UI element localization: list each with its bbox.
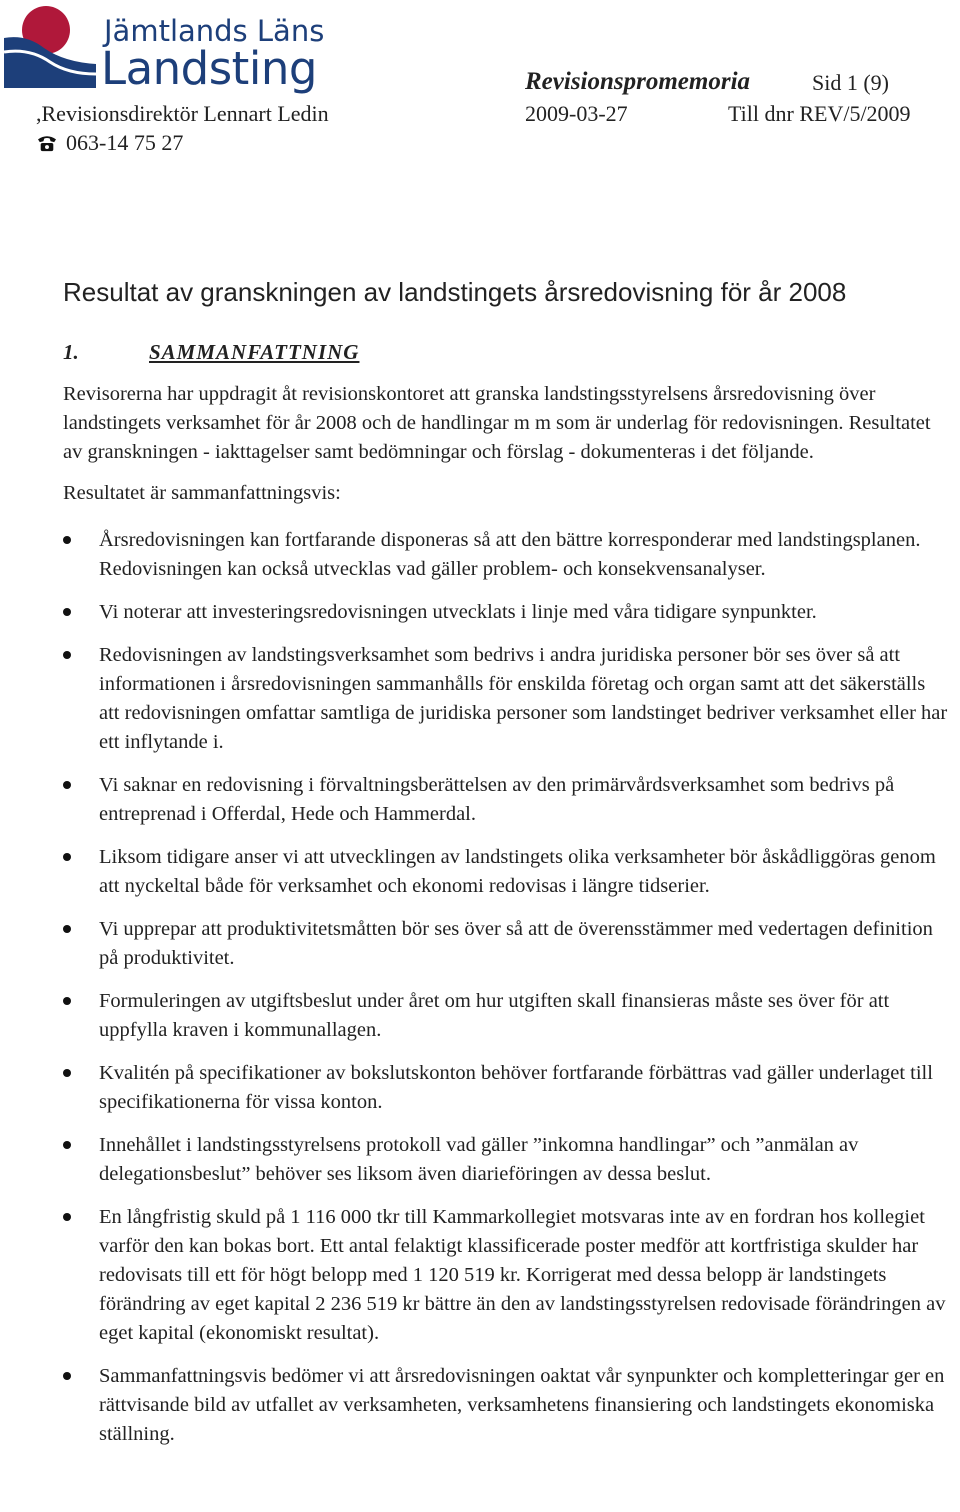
bullet-icon (63, 853, 71, 861)
document-title: Resultat av granskningen av landstingets årsredovisning för år 2008 (63, 277, 847, 307)
logo-text-line1: Jämtlands Läns (104, 14, 325, 48)
intro-paragraph: Revisorerna har uppdragit åt revisionskontoret att granska landstingsstyrelsens årsredovisning över landstingets verksamhet för år 2008 och de handlingar m m som är underlag för redovisningen. Resultatet av granskningen - iakttagelser samt bedömningar och förslag - dokumenteras i det följande. (63, 383, 931, 463)
list-item: Liksom tidigare anser vi att utvecklingen av landstingets olika verksamheter bör åskådliggöras genom att nyckeltal både för verksamhet och ekonomi redovisas i längre tidserier. (63, 843, 948, 901)
bullet-icon (63, 1372, 71, 1380)
section-label: SAMMANFATTNING (149, 340, 360, 364)
list-item: Kvalitén på specifikationer av bokslutskonton behöver fortfarande förbättras vad gäller underlaget till specifikationerna för vissa konton. (63, 1059, 948, 1117)
bullet-icon (63, 925, 71, 933)
section-heading (63, 340, 359, 365)
author-line: ,Revisionsdirektör Lennart Ledin (36, 101, 329, 126)
bullet-icon (63, 781, 71, 789)
document-type: Revisionspromemoria (525, 68, 751, 95)
logo-text-line2: Landsting (101, 42, 317, 95)
bullet-icon (63, 1069, 71, 1077)
list-item: Vi saknar en redovisning i förvaltningsberättelsen av den primärvårdsverksamhet som bedrivs på entreprenad i Offerdal, Hede och Hammerdal. (63, 771, 948, 829)
phone-number: 063-14 75 27 (66, 130, 184, 155)
summary-list (63, 526, 948, 1449)
document-date: 2009-03-27 (525, 101, 628, 126)
logo-emblem-icon (4, 4, 104, 90)
list-item: Redovisningen av landstingsverksamhet som bedrivs i andra juridiska personer bör ses över så att informationen i årsredovisningen sammanhålls för enskilda företag och organ samt att det säkerställs att redovisningen omfattar samtliga de juridiska personer som landstinget bedriver verksamhet eller har ett inflytande i. (63, 641, 948, 757)
bullet-icon (63, 997, 71, 1005)
list-item: Formuleringen av utgiftsbeslut under året om hur utgiften skall finansieras måste ses över för att uppfylla kraven i kommunallagen. (63, 987, 948, 1045)
phone-icon (36, 134, 58, 152)
organization-logo (4, 4, 325, 95)
page-number: Sid 1 (9) (812, 70, 889, 95)
section-number: 1. (63, 340, 79, 364)
bullet-icon (63, 1141, 71, 1149)
bullet-icon (63, 1213, 71, 1221)
phone-line (36, 130, 183, 156)
list-item: Årsredovisningen kan fortfarande disponeras så att den bättre korresponderar med landstingsplanen. Redovisningen kan också utvecklas vad gäller problem- och konsekvensanalyser. (63, 526, 948, 584)
summary-lead: Resultatet är sammanfattningsvis: (63, 482, 341, 504)
document-body (63, 380, 948, 1463)
bullet-icon (63, 608, 71, 616)
list-item: En långfristig skuld på 1 116 000 tkr till Kammarkollegiet motsvaras inte av en fordran hos kollegiet varför den kan bokas bort. Ett antal felaktigt klassificerade poster medför att kortfristiga skulder har redovisats till ett för högt belopp med 1 120 519 kr. Korrigerat med dessa belopp är landstingets förändring av eget kapital 2 236 519 kr bättre än den av landstingsstyrelsen redovisade förändringen av eget kapital (ekonomiskt resultat). (63, 1203, 948, 1348)
list-item: Innehållet i landstingsstyrelsens protokoll vad gäller ”inkomna handlingar” och ”anmälan av delegationsbeslut” behöver ses liksom även diarieföringen av dessa beslut. (63, 1131, 948, 1189)
list-item: Vi upprepar att produktivitetsmåtten bör ses över så att de överensstämmer med vedertagen definition på produktivitet. (63, 915, 948, 973)
bullet-icon (63, 651, 71, 659)
bullet-icon (63, 536, 71, 544)
list-item: Sammanfattningsvis bedömer vi att årsredovisningen oaktat vår synpunkter och kompletteringar ger en rättvisande bild av utfallet av verksamheten, verksamhetens finansiering och landstingets ekonomiska ställning. (63, 1362, 948, 1449)
reference-number: Till dnr REV/5/2009 (728, 101, 911, 126)
list-item: Vi noterar att investeringsredovisningen utvecklats i linje med våra tidigare synpunkter. (63, 598, 948, 627)
